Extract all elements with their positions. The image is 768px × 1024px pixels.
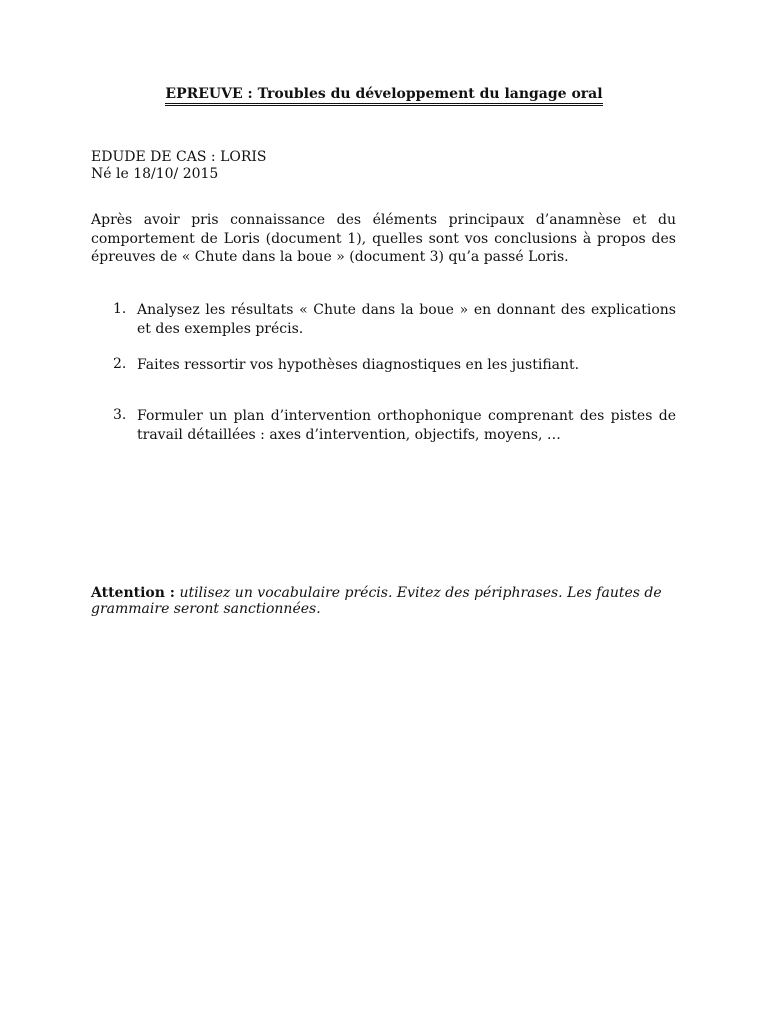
question-number: 2. xyxy=(113,356,127,372)
case-heading: EDUDE DE CAS : LORIS xyxy=(91,149,267,165)
question-item xyxy=(91,301,676,338)
exam-title-text: EPREUVE : Troubles du développement du langage oral xyxy=(165,87,602,106)
case-info xyxy=(91,149,681,183)
question-number: 1. xyxy=(113,301,127,317)
question-text: Analysez les résultats « Chute dans la boue » en donnant des explications et des exemples précis. xyxy=(137,302,676,337)
question-text: Faites ressortir vos hypothèses diagnostiques en les justifiant. xyxy=(137,357,580,373)
attention-label: Attention : xyxy=(91,585,175,601)
intro-paragraph: Après avoir pris connaissance des éléments principaux d’anamnèse et du comportement de Loris (document 1), quelles sont vos conclusions à propos des épreuves de « Chute dans la boue » (document 3) qu’a passé Loris. xyxy=(91,212,676,265)
birth-date: Né le 18/10/ 2015 xyxy=(91,166,219,182)
question-number: 3. xyxy=(113,407,127,423)
question-item xyxy=(91,407,676,444)
exam-title xyxy=(0,86,768,106)
question-item xyxy=(91,356,676,375)
question-text: Formuler un plan d’intervention orthophonique comprenant des pistes de travail détaillées : axes d’intervention, objectifs, moyens, … xyxy=(137,408,676,443)
attention-message: utilisez un vocabulaire précis. Evitez des périphrases. Les fautes de grammaire seront sanctionnées. xyxy=(91,585,662,617)
attention-note xyxy=(91,585,681,617)
